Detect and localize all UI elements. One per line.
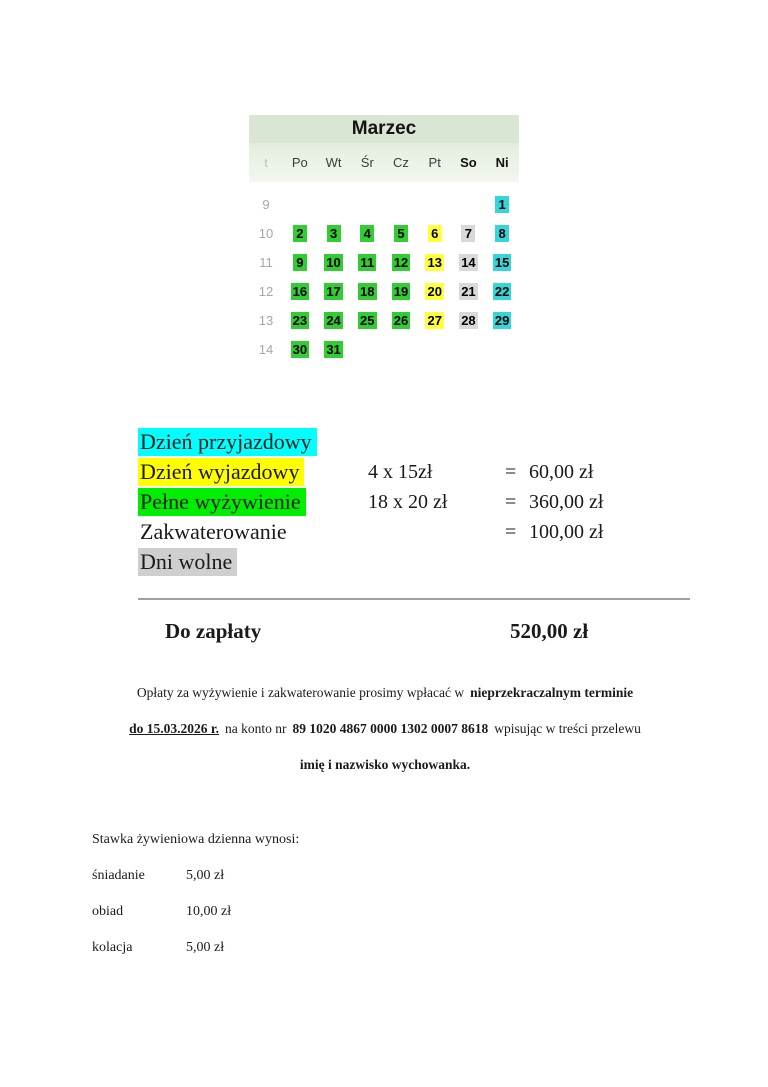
day-header: Śr: [360, 155, 374, 170]
calendar-day-3: 3: [327, 225, 341, 242]
note-deadline-emphasis: nieprzekraczalnym terminie: [470, 685, 634, 700]
day-header: Wt: [325, 155, 342, 170]
legend-row-full-board: [138, 487, 658, 517]
calendar-day-27: 27: [427, 313, 442, 328]
total-due-label: Do zapłaty: [165, 619, 262, 643]
legend-row-departure: [138, 457, 658, 487]
calendar-day-16: 16: [292, 284, 308, 299]
legend-amount: 360,00 zł: [529, 490, 604, 513]
legend-label: [138, 429, 317, 455]
full-board-highlight: Pełne wyżywienie: [138, 488, 306, 516]
legend-label: [138, 549, 237, 575]
calendar-month-title: Marzec: [249, 115, 519, 143]
week-number: 13: [258, 313, 274, 328]
calendar-day-11: 11: [360, 255, 375, 270]
calendar-day-31: 31: [326, 342, 341, 357]
day-header: Pt: [428, 155, 441, 170]
calendar-day-29: 29: [494, 313, 510, 328]
calendar-day-24: 24: [326, 313, 341, 328]
calendar-day-19: 19: [393, 284, 409, 299]
equals-sign: =: [505, 490, 517, 513]
calendar-day-22: 22: [494, 284, 510, 299]
calendar-day-18: 18: [360, 284, 375, 299]
note-text: Opłaty za wyżywienie i zakwaterowanie prosimy wpłacać w: [136, 685, 465, 700]
calendar-weekday-header: [249, 143, 519, 182]
days-off-highlight: Dni wolne: [138, 548, 237, 576]
calendar-day-9: 9: [293, 254, 307, 271]
note-account-number: 89 1020 4867 0000 1302 0007 8618: [292, 721, 489, 736]
day-header: Ni: [495, 155, 509, 170]
calendar-day-25: 25: [360, 313, 375, 328]
calendar-day-14: 14: [461, 255, 476, 270]
calendar-day-20: 20: [427, 284, 442, 299]
calendar-day-5: 5: [394, 225, 408, 242]
calendar-day-30: 30: [292, 342, 308, 357]
legend-row-arrival: [138, 427, 658, 457]
calendar-day-28: 28: [461, 313, 476, 328]
legend-label: [138, 459, 304, 485]
day-header: So: [460, 155, 477, 170]
month-calendar: [249, 115, 519, 364]
meal-rate-row-lunch: [92, 904, 432, 920]
calendar-day-2: 2: [293, 225, 307, 242]
day-header: Po: [291, 155, 308, 170]
legend-cost-breakdown: [138, 427, 658, 577]
meal-label: śniadanie: [92, 868, 145, 883]
calendar-day-6: 6: [428, 225, 442, 242]
horizontal-divider: [138, 598, 690, 600]
calendar-day-21: 21: [461, 284, 476, 299]
meal-rate-row-dinner: [92, 940, 432, 956]
total-due-amount: 520,00 zł: [510, 619, 589, 643]
legend-calc: 4 x 15zł: [368, 460, 433, 483]
meal-rate-row-breakfast: [92, 868, 432, 884]
calendar-day-17: 17: [326, 284, 341, 299]
week-number: 14: [258, 342, 274, 357]
calendar-day-13: 13: [427, 255, 442, 270]
note-text: na konto nr: [225, 721, 287, 736]
calendar-day-grid: [249, 182, 519, 364]
calendar-day-10: 10: [326, 255, 341, 270]
payment-instructions: [96, 675, 674, 783]
meal-label: obiad: [92, 904, 124, 919]
note-transfer-title: imię i nazwisko wychowanka.: [299, 757, 471, 772]
calendar-day-4: 4: [360, 225, 374, 242]
calendar-day-1: 1: [495, 196, 509, 213]
arrival-day-highlight: Dzień przyjazdowy: [138, 428, 317, 456]
legend-label: [138, 519, 292, 545]
calendar-day-8: 8: [495, 225, 509, 242]
week-number: 12: [258, 284, 274, 299]
payment-instructions-line-3: [96, 747, 674, 783]
legend-row-days-off: [138, 547, 658, 577]
week-number: 11: [259, 255, 273, 270]
legend-amount: 60,00 zł: [529, 460, 594, 483]
departure-day-highlight: Dzień wyjazdowy: [138, 458, 304, 486]
note-text: wpisując w treści przelewu: [494, 721, 641, 736]
calendar-day-12: 12: [393, 255, 409, 270]
calendar-day-23: 23: [292, 313, 308, 328]
week-column-header: t: [264, 155, 268, 170]
week-number: 10: [258, 226, 274, 241]
meal-price: 5,00 zł: [186, 868, 225, 883]
payment-instructions-line-1: [96, 675, 674, 711]
legend-amount: 100,00 zł: [529, 520, 604, 543]
meal-rates-title: Stawka żywieniowa dzienna wynosi:: [92, 832, 300, 847]
day-header: Cz: [393, 155, 409, 170]
accommodation-label: Zakwaterowanie: [140, 519, 287, 544]
legend-row-accommodation: [138, 517, 658, 547]
meal-price: 10,00 zł: [186, 904, 232, 919]
payment-instructions-line-2: [96, 711, 674, 747]
week-number: 9: [262, 197, 270, 212]
equals-sign: =: [505, 520, 517, 543]
meal-rates: [92, 832, 432, 956]
calendar-day-15: 15: [494, 255, 510, 270]
legend-calc: 18 x 20 zł: [368, 490, 448, 513]
meal-price: 5,00 zł: [186, 940, 225, 955]
meal-label: kolacja: [92, 940, 133, 955]
calendar-day-7: 7: [461, 225, 475, 242]
note-deadline-date: do 15.03.2026 r.: [129, 721, 220, 736]
legend-label: [138, 489, 306, 515]
calendar-day-26: 26: [393, 313, 409, 328]
equals-sign: =: [505, 460, 517, 483]
